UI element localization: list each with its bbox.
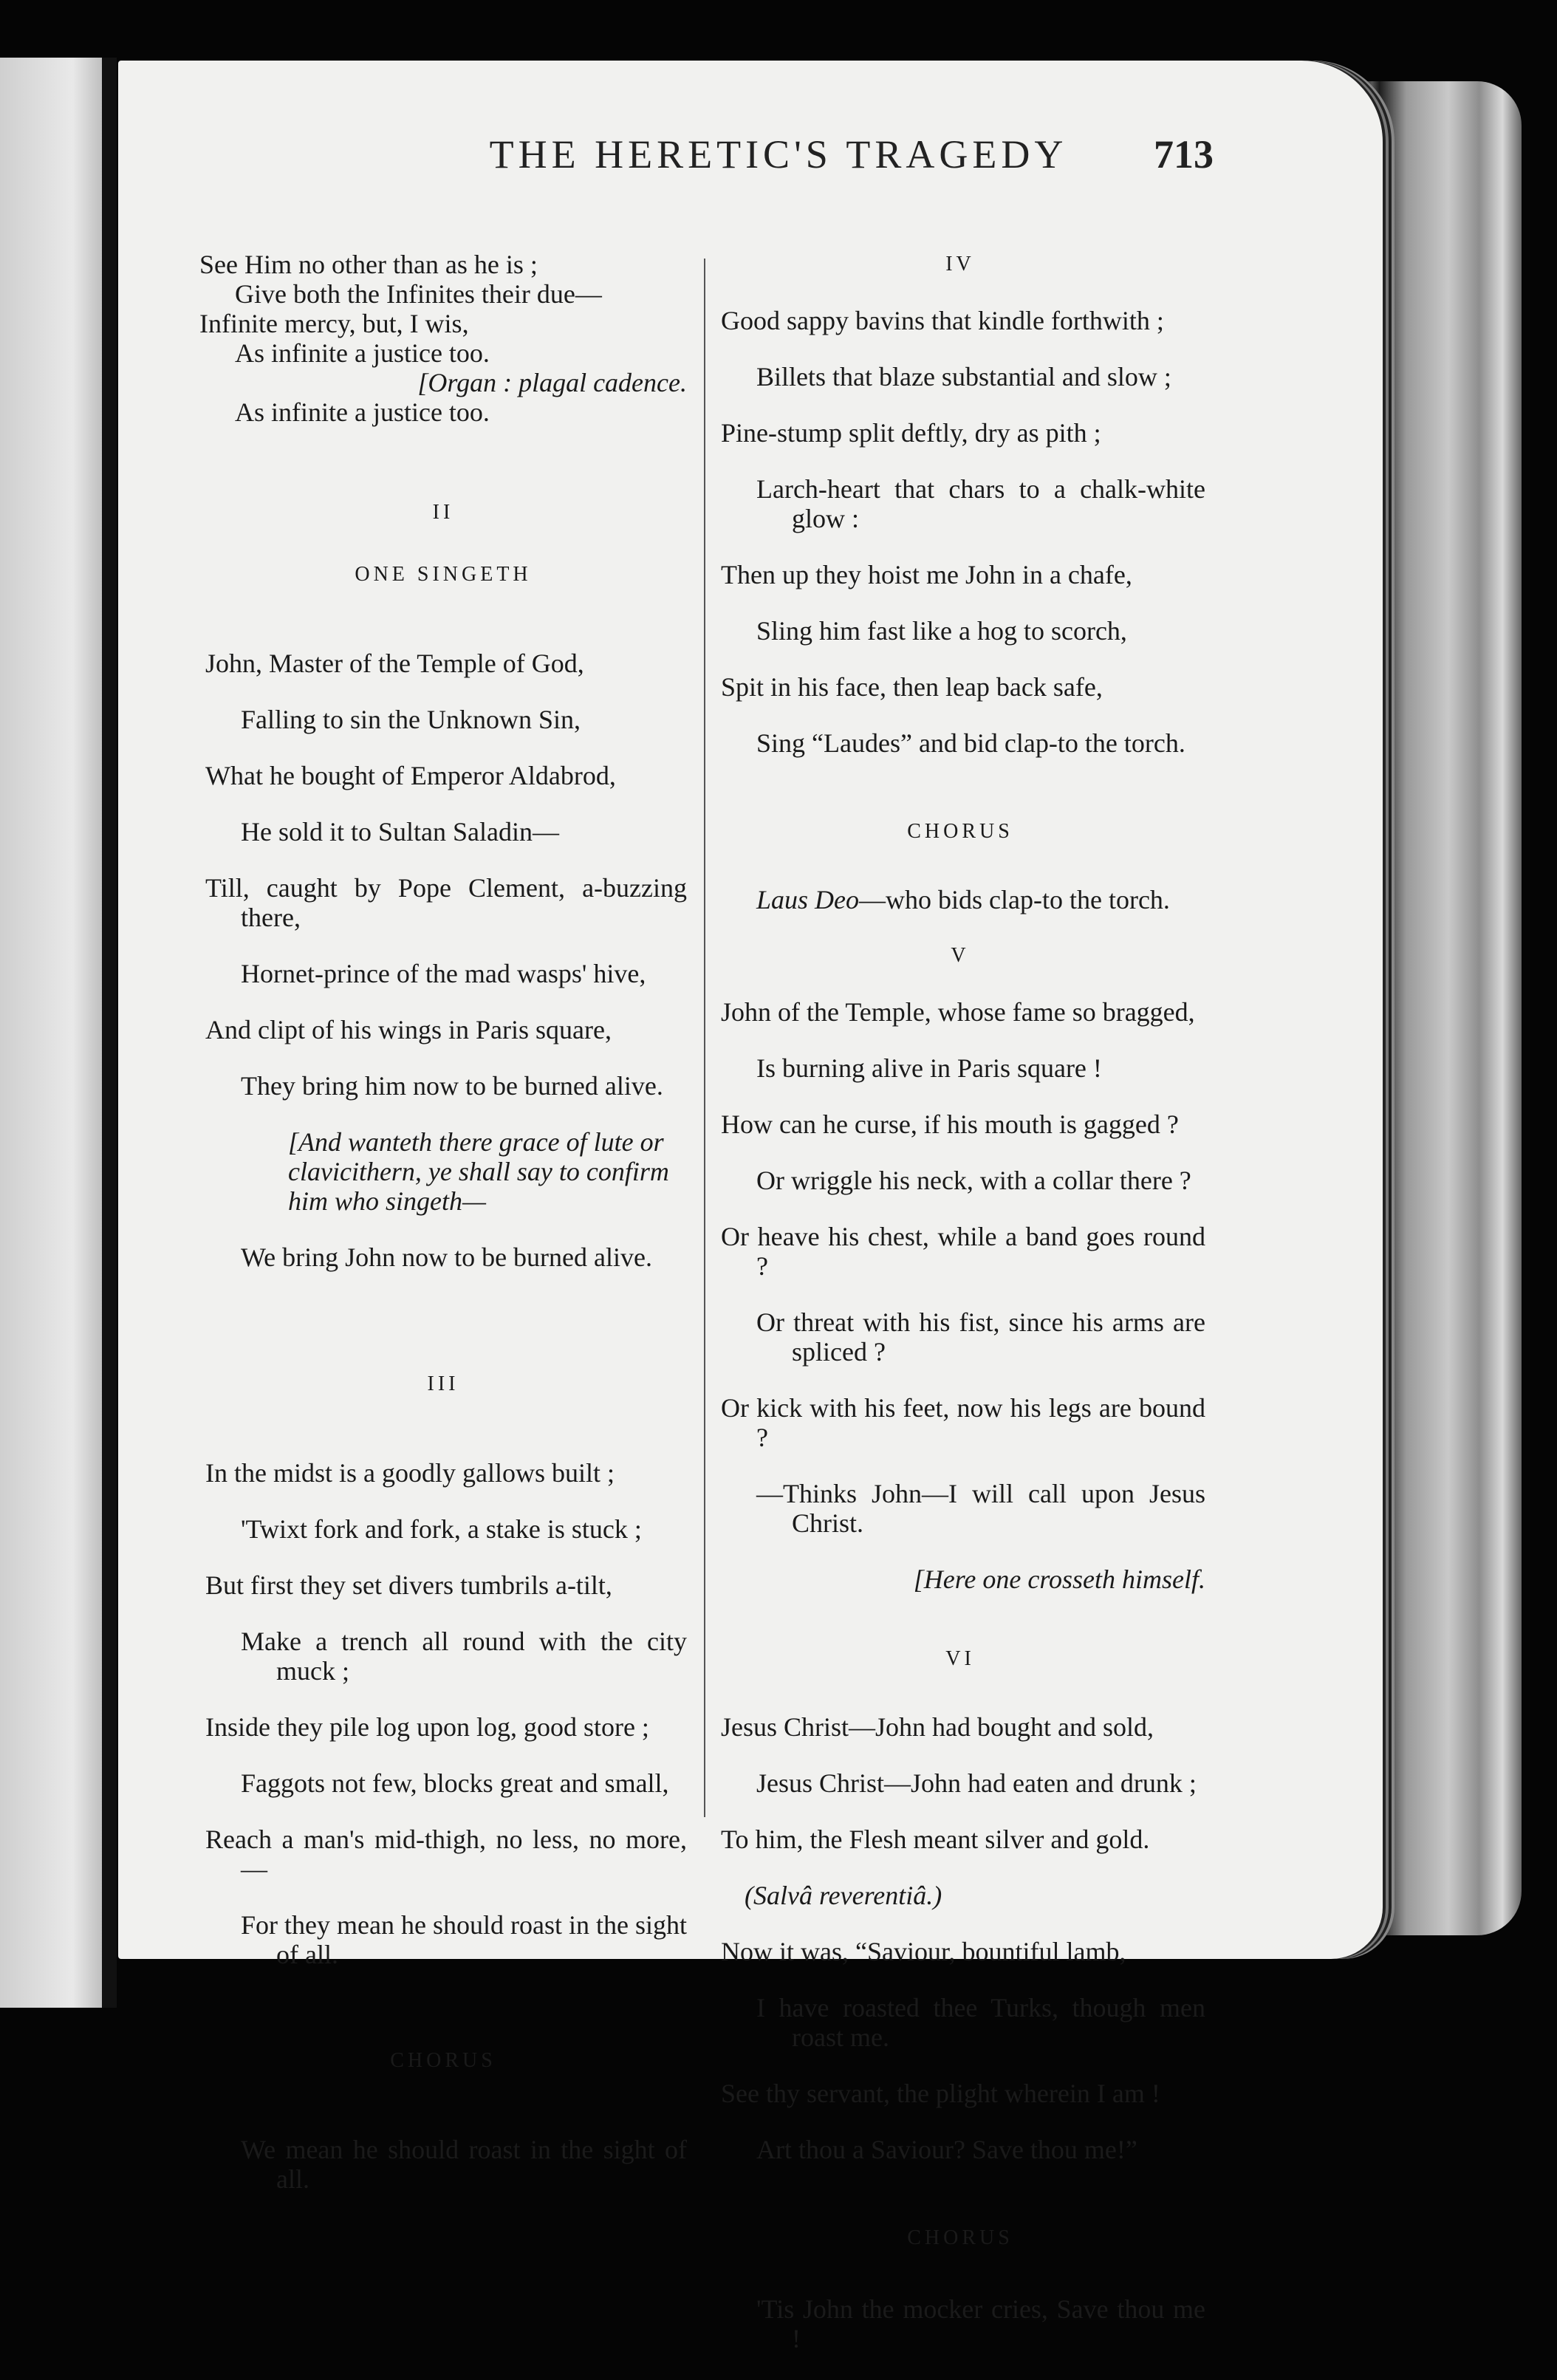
chorus-heading: CHORUS bbox=[907, 2226, 1013, 2249]
verse-line: Good sappy bavins that kindle forthwith ; bbox=[721, 306, 1164, 335]
chorus-rest: —who bids clap-to the torch. bbox=[859, 885, 1170, 914]
verse-line: Inside they pile log upon log, good store ; bbox=[205, 1712, 649, 1742]
verse-line: Make a trench all round with the city muck ; bbox=[241, 1627, 687, 1686]
chorus-line bbox=[715, 885, 1205, 914]
verse-line: See Him no other than as he is ; bbox=[199, 250, 538, 279]
verse-line: Then up they hoist me John in a chafe, bbox=[721, 560, 1132, 589]
stage-direction: [Organ : plagal cadence. bbox=[417, 368, 687, 397]
verse-line: And clipt of his wings in Paris square, bbox=[205, 1015, 612, 1044]
verse-line: (Salvâ reverentiâ.) bbox=[745, 1881, 942, 1910]
section-number: III bbox=[427, 1372, 459, 1395]
verse-line: They bring him now to be burned alive. bbox=[241, 1071, 663, 1101]
section-number: IV bbox=[945, 253, 975, 276]
chorus-heading: CHORUS bbox=[390, 2049, 496, 2072]
verse-line: How can he curse, if his mouth is gagged ? bbox=[721, 1109, 1179, 1139]
book-gutter bbox=[102, 58, 117, 2008]
stage-direction: [Here one crosseth himself. bbox=[913, 1565, 1205, 1594]
verse-line: John of the Temple, whose fame so bragged, bbox=[721, 997, 1195, 1027]
verse-line: Reach a man's mid-thigh, no less, no more,— bbox=[205, 1825, 687, 1884]
verse-line: We bring John now to be burned alive. bbox=[241, 1242, 652, 1272]
left-column bbox=[199, 250, 687, 2220]
section-number: II bbox=[432, 501, 454, 524]
verse-line: Art thou a Saviour? Save thou me!” bbox=[756, 2135, 1137, 2164]
verse-line: Jesus Christ—John had eaten and drunk ; bbox=[756, 1768, 1197, 1798]
verse-line: Till, caught by Pope Clement, a-buzzing there, bbox=[205, 873, 687, 932]
right-column bbox=[715, 250, 1205, 2380]
chorus-line: 'Tis John the mocker cries, Save thou me ! bbox=[756, 2294, 1205, 2353]
verse-line: Or heave his chest, while a band goes round ? bbox=[721, 1222, 1205, 1281]
verse-line: See thy servant, the plight wherein I am ! bbox=[721, 2079, 1160, 2108]
column-rule bbox=[704, 259, 705, 1817]
verse-line: Or kick with his feet, now his legs are bound ? bbox=[721, 1393, 1205, 1452]
verse-line: Spit in his face, then leap back safe, bbox=[721, 672, 1103, 702]
verse-line: Give both the Infinites their due— bbox=[235, 279, 602, 309]
verse-line: Pine-stump split deftly, dry as pith ; bbox=[721, 418, 1101, 448]
page-number: 713 bbox=[1154, 132, 1214, 177]
verse-line: Larch-heart that chars to a chalk-white glow : bbox=[756, 474, 1205, 533]
section-number: V bbox=[951, 944, 970, 967]
verse-line: Faggots not few, blocks great and small, bbox=[241, 1768, 669, 1798]
running-head: THE HERETIC'S TRAGEDY bbox=[489, 132, 1068, 177]
chorus-line: We mean he should roast in the sight of all. bbox=[241, 2135, 687, 2194]
verse-line: Or threat with his fist, since his arms are spliced ? bbox=[756, 1307, 1205, 1367]
verse-line: Is burning alive in Paris square ! bbox=[756, 1053, 1102, 1083]
verse-line: But first they set divers tumbrils a-tilt, bbox=[205, 1570, 612, 1600]
verse-line: Jesus Christ—John had bought and sold, bbox=[721, 1712, 1154, 1742]
verse-line: He sold it to Sultan Saladin— bbox=[241, 817, 559, 847]
verse-line: John, Master of the Temple of God, bbox=[205, 649, 584, 678]
stage-direction: [And wanteth there grace of lute or clavicithern, ye shall say to confirm him who singeth— bbox=[288, 1127, 669, 1216]
verse-line: I have roasted thee Turks, though men roast me. bbox=[756, 1993, 1205, 2052]
section-heading: ONE SINGETH bbox=[355, 563, 532, 586]
chorus-heading: CHORUS bbox=[907, 820, 1013, 843]
verse-line: Falling to sin the Unknown Sin, bbox=[241, 705, 581, 734]
facing-page-edge bbox=[0, 58, 103, 2008]
verse-line: As infinite a justice too. bbox=[235, 338, 490, 368]
verse-line: For they mean he should roast in the sight of all. bbox=[241, 1910, 687, 1969]
verse-line: Hornet-prince of the mad wasps' hive, bbox=[241, 959, 646, 988]
verse-line: Billets that blaze substantial and slow ; bbox=[756, 362, 1171, 391]
chorus-latin: Laus Deo bbox=[756, 885, 860, 914]
verse-line: Now it was, “Saviour, bountiful lamb, bbox=[721, 1937, 1126, 1966]
verse-line: What he bought of Emperor Aldabrod, bbox=[205, 761, 616, 790]
verse-line: Sing “Laudes” and bid clap-to the torch. bbox=[756, 728, 1185, 758]
verse-line: Sling him fast like a hog to scorch, bbox=[756, 616, 1127, 646]
verse-line: —Thinks John—I will call upon Jesus Christ. bbox=[756, 1479, 1205, 1538]
verse-line: As infinite a justice too. bbox=[235, 397, 490, 427]
verse-line: In the midst is a goodly gallows built ; bbox=[205, 1458, 615, 1488]
section-number: VI bbox=[945, 1647, 975, 1670]
verse-line: Or wriggle his neck, with a collar there ? bbox=[756, 1166, 1191, 1195]
verse-line: Infinite mercy, but, I wis, bbox=[199, 309, 469, 338]
verse-line: To him, the Flesh meant silver and gold. bbox=[721, 1825, 1150, 1854]
verse-line: 'Twixt fork and fork, a stake is stuck ; bbox=[241, 1514, 642, 1544]
